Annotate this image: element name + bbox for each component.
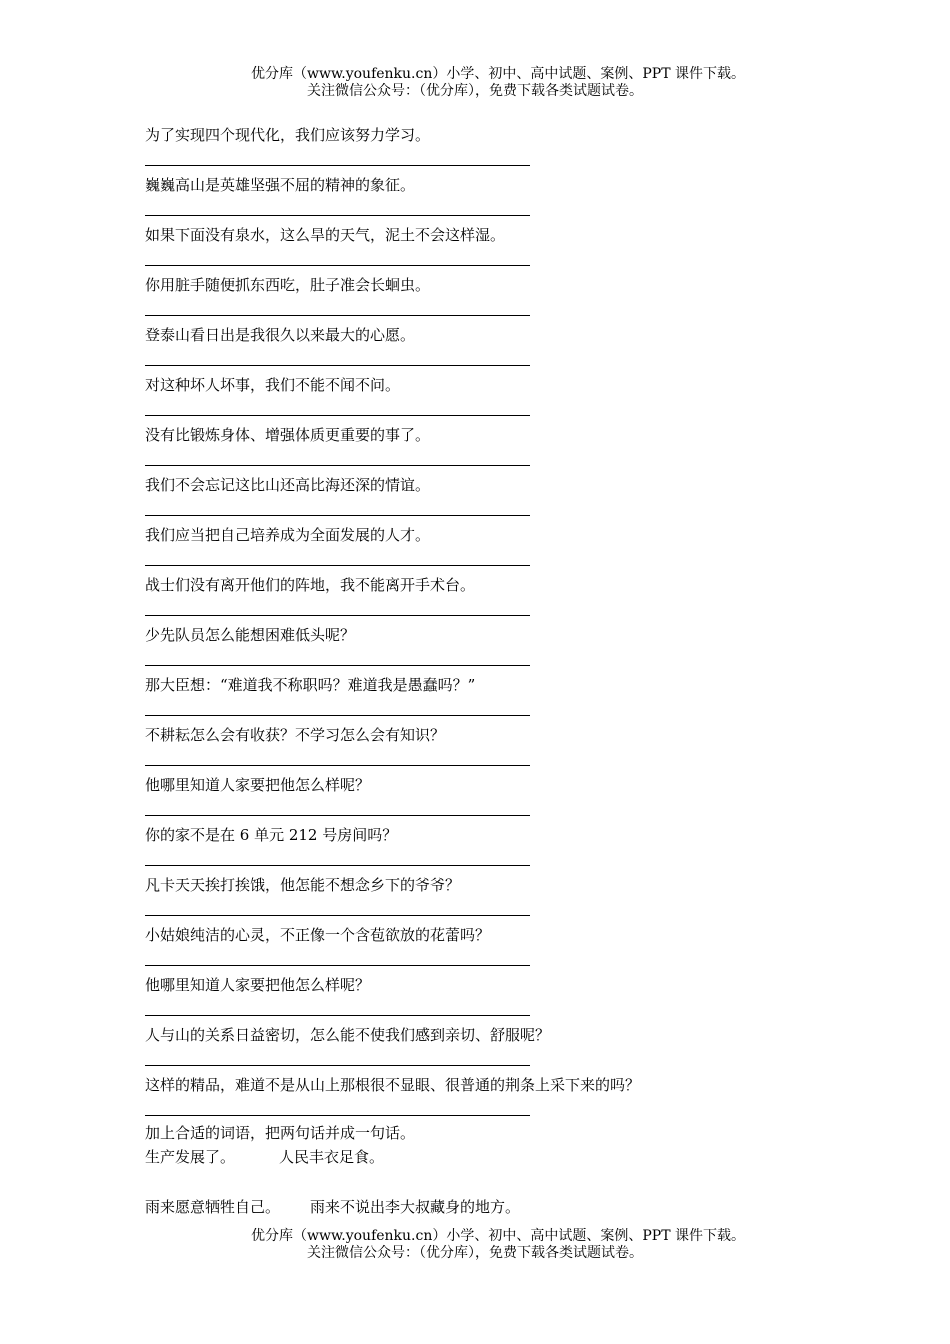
exercise-item bbox=[145, 475, 765, 525]
exercise-item bbox=[145, 325, 765, 375]
pair-1-sentence-b: 人民丰衣足食。 bbox=[279, 1148, 385, 1166]
exercise-list bbox=[145, 125, 765, 1125]
answer-line bbox=[145, 765, 530, 766]
answer-line bbox=[145, 965, 530, 966]
page-header bbox=[0, 66, 950, 100]
exercise-sentence: 人与山的关系日益密切，怎么能不使我们感到亲切、舒服呢？ bbox=[145, 1026, 551, 1044]
header-line-1: 优分库（www.youfenku.cn）小学、初中、高中试题、案例、PPT 课件下载。 bbox=[250, 66, 745, 82]
answer-line bbox=[145, 715, 530, 716]
exercise-item bbox=[145, 1025, 765, 1075]
exercise-sentence: 为了实现四个现代化，我们应该努力学习。 bbox=[145, 126, 431, 144]
exercise-sentence: 战士们没有离开他们的阵地，我不能离开手术台。 bbox=[145, 576, 476, 594]
exercise-sentence: 对这种坏人坏事，我们不能不闻不问。 bbox=[145, 376, 401, 394]
pair-1-sentence-a: 生产发展了。 bbox=[145, 1148, 236, 1166]
answer-line bbox=[145, 515, 530, 516]
pair-2-sentence-a: 雨来愿意牺牲自己。 bbox=[145, 1198, 281, 1216]
exercise-item bbox=[145, 525, 765, 575]
page-footer bbox=[0, 1228, 950, 1262]
answer-line bbox=[145, 215, 530, 216]
exercise-sentence: 巍巍高山是英雄坚强不屈的精神的象征。 bbox=[145, 176, 416, 194]
exercise-item bbox=[145, 225, 765, 275]
exercise-item bbox=[145, 925, 765, 975]
exercise-item bbox=[145, 375, 765, 425]
exercise-item bbox=[145, 425, 765, 475]
exercise-item bbox=[145, 275, 765, 325]
exercise-sentence: 小姑娘纯洁的心灵，不正像一个含苞欲放的花蕾吗？ bbox=[145, 926, 491, 944]
answer-line bbox=[145, 265, 530, 266]
exercise-item bbox=[145, 175, 765, 225]
exercise-item bbox=[145, 825, 765, 875]
exercise-sentence: 登泰山看日出是我很久以来最大的心愿。 bbox=[145, 326, 416, 344]
answer-line bbox=[145, 1065, 530, 1066]
footer-line-1: 优分库（www.youfenku.cn）小学、初中、高中试题、案例、PPT 课件下载。 bbox=[250, 1228, 745, 1244]
exercise-item bbox=[145, 1075, 765, 1125]
exercise-sentence: 你用脏手随便抓东西吃，肚子准会长蛔虫。 bbox=[145, 276, 431, 294]
exercise-item bbox=[145, 675, 765, 725]
exercise-sentence: 他哪里知道人家要把他怎么样呢？ bbox=[145, 976, 371, 994]
exercise-item bbox=[145, 725, 765, 775]
exercise-item bbox=[145, 625, 765, 675]
footer-line-2: 关注微信公众号：（优分库），免费下载各类试题试卷。 bbox=[307, 1245, 643, 1261]
combine-pair-2 bbox=[145, 1197, 520, 1217]
exercise-item bbox=[145, 575, 765, 625]
exercise-sentence: 我们应当把自己培养成为全面发展的人才。 bbox=[145, 526, 431, 544]
answer-line bbox=[145, 615, 530, 616]
answer-line bbox=[145, 415, 530, 416]
exercise-item bbox=[145, 975, 765, 1025]
exercise-sentence: 如果下面没有泉水，这么旱的天气，泥土不会这样湿。 bbox=[145, 226, 506, 244]
answer-line bbox=[145, 865, 530, 866]
pair-2-sentence-b: 雨来不说出李大叔藏身的地方。 bbox=[310, 1198, 521, 1216]
exercise-sentence: 我们不会忘记这比山还高比海还深的情谊。 bbox=[145, 476, 431, 494]
exercise-sentence: 他哪里知道人家要把他怎么样呢？ bbox=[145, 776, 371, 794]
exercise-sentence: 没有比锻炼身体、增强体质更重要的事了。 bbox=[145, 426, 431, 444]
exercise-sentence: 不耕耘怎么会有收获？不学习怎么会有知识？ bbox=[145, 726, 446, 744]
answer-line bbox=[145, 915, 530, 916]
exercise-item bbox=[145, 125, 765, 175]
exercise-sentence: 凡卡天天挨打挨饿，他怎能不想念乡下的爷爷？ bbox=[145, 876, 461, 894]
exercise-sentence: 这样的精品，难道不是从山上那根很不显眼、很普通的荆条上采下来的吗？ bbox=[145, 1076, 641, 1094]
exercise-sentence: 少先队员怎么能想困难低头呢？ bbox=[145, 626, 356, 644]
answer-line bbox=[145, 315, 530, 316]
answer-line bbox=[145, 815, 530, 816]
exercise-item bbox=[145, 775, 765, 825]
answer-line bbox=[145, 165, 530, 166]
answer-line bbox=[145, 1015, 530, 1016]
header-line-2: 关注微信公众号：（优分库），免费下载各类试题试卷。 bbox=[307, 83, 643, 99]
exercise-sentence: 你的家不是在 6 单元 212 号房间吗？ bbox=[145, 826, 398, 844]
combine-instruction: 加上合适的词语，把两句话并成一句话。 bbox=[145, 1124, 416, 1142]
answer-line bbox=[145, 665, 530, 666]
answer-line bbox=[145, 365, 530, 366]
combine-pair-1 bbox=[145, 1147, 384, 1167]
answer-line bbox=[145, 1115, 530, 1116]
exercise-sentence: 那大臣想：“难道我不称职吗？难道我是愚蠢吗？” bbox=[145, 676, 476, 694]
exercise-item bbox=[145, 875, 765, 925]
answer-line bbox=[145, 565, 530, 566]
answer-line bbox=[145, 465, 530, 466]
